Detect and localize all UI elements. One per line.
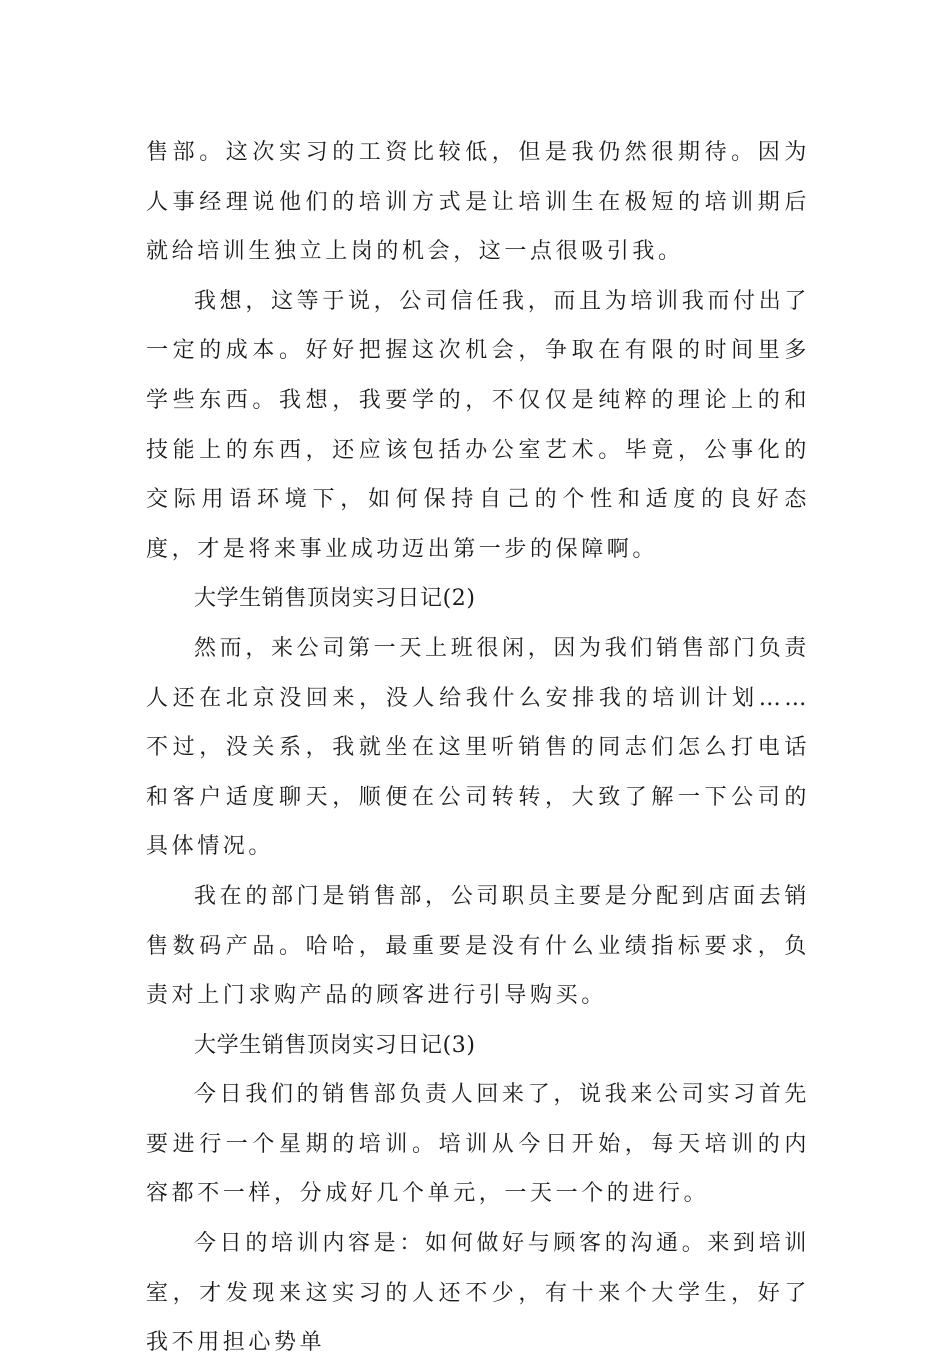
paragraph-2: 我想，这等于说，公司信任我，而且为培训我而付出了一定的成本。好好把握这次机会，争取在有限的时间里多学些东西。我想，我要学的，不仅仅是纯粹的理论上的和技能上的东西，还应该包括办公室艺术。毕竟，公事化的交际用语环境下，如何保持自己的个性和适度的良好态度，才是将来事业成功迈出第一步的保障啊。 — [146, 288, 810, 562]
paragraph-1: 售部。这次实习的工资比较低，但是我仍然很期待。因为人事经理说他们的培训方式是让培训生在极短的培训期后就给培训生独立上岗的机会，这一点很吸引我。 — [146, 140, 810, 265]
paragraph-3: 然而，来公司第一天上班很闲，因为我们销售部门负责人还在北京没回来，没人给我什么安排我的培训计划……不过，没关系，我就坐在这里听销售的同志们怎么打电话和客户适度聊天，顺便在公司转转，大致了解一下公司的具体情况。 — [146, 635, 810, 860]
paragraph-6: 今日的培训内容是：如何做好与顾客的沟通。来到培训室，才发现来这实习的人还不少，有十来个大学生，好了我不用担心势单 — [146, 1231, 810, 1356]
document-body — [146, 128, 810, 1368]
paragraph-5: 今日我们的销售部负责人回来了，说我来公司实习首先要进行一个星期的培训。培训从今日开始，每天培训的内容都不一样，分成好几个单元，一天一个的进行。 — [146, 1082, 810, 1207]
diary-heading-2: 大学生销售顶岗实习日记(2) — [194, 586, 476, 612]
diary-heading-3: 大学生销售顶岗实习日记(3) — [194, 1032, 476, 1058]
paragraph-4: 我在的部门是销售部，公司职员主要是分配到店面去销售数码产品。哈哈，最重要是没有什么业绩指标要求，负责对上门求购产品的顾客进行引导购买。 — [146, 883, 810, 1009]
